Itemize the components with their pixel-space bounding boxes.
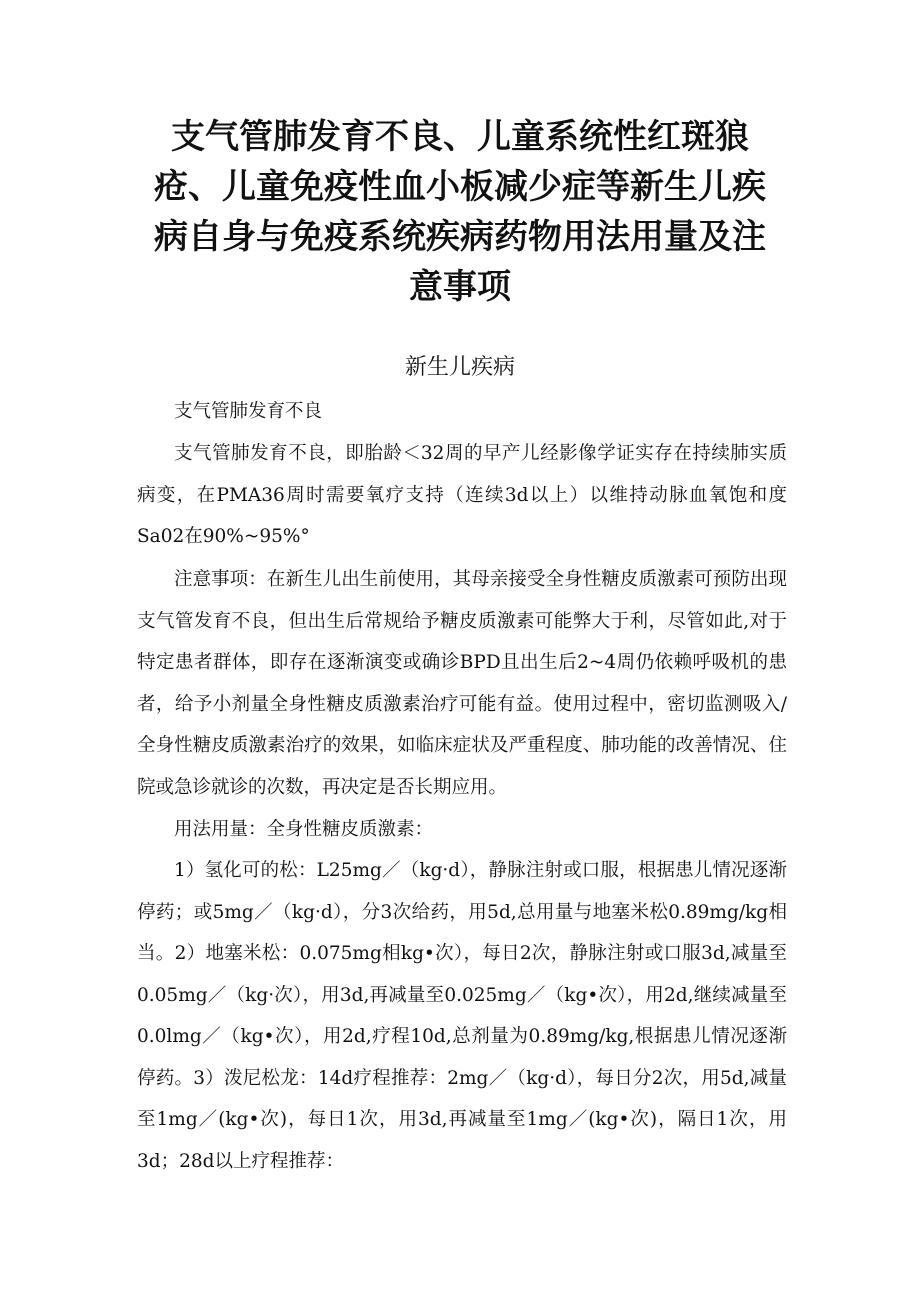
section-heading: 新生儿疾病 [404, 355, 515, 380]
paragraph-usage: 用法用量：全身性糖皮质激素： [174, 819, 434, 840]
document-title: 支气管肺发育不良、儿童系统性红斑狼疮、儿童免疫性血小板减少症等新生儿疾病自身与免疫系统疾病药物用法用量及注意事项 [154, 117, 766, 307]
paragraph-definition: 支气管肺发育不良，即胎龄＜32周的早产儿经影像学证实存在持续肺实质病变，在PMA36周时需要氧疗支持（连续3d以上）以维持动脉血氧饱和度Sa02在90%~95%° [137, 443, 787, 547]
paragraph-dosage: 1）氢化可的松：L25mg／（kg·d），静脉注射或口服，根据患儿情况逐渐停药；或5mg／（kg·d），分3次给药，用5d,总用量与地塞米松0.89mg/kg相当。2）地塞米松：0.075mg相kg•次），每日2次，静脉注射或口服3d,减量至0.05mg／（kg·次），用3d,再减量至0.025mg／（kg•次），用2d,继续减量至0.0lmg／（kg•次），用2d,疗程10d,总剂量为0.89mg/kg,根据患儿情况逐渐停药。3）泼尼松龙：14d疗程推荐：2mg／（kg·d），每日分2次，用5d,减量至1mg／(kg•次)，每日1次，用3d,再减量至1mg／(kg•次)，隔日1次，用3d；28d以上疗程推荐： [137, 860, 787, 1172]
subheading-bpd: 支气管肺发育不良 [174, 401, 323, 422]
paragraph-notes: 注意事项：在新生儿出生前使用，其母亲接受全身性糖皮质激素可预防出现支气管发育不良，但出生后常规给予糖皮质激素可能弊大于利，尽管如此,对于特定患者群体，即存在逐渐演变或确诊BPD且出生后2~4周仍依赖呼吸机的患者，给予小剂量全身性糖皮质激素治疗可能有益。使用过程中，密切监测吸入/全身性糖皮质激素治疗的效果，如临床症状及严重程度、肺功能的改善情况、住院或急诊就诊的次数，再决定是否长期应用。 [137, 569, 787, 798]
